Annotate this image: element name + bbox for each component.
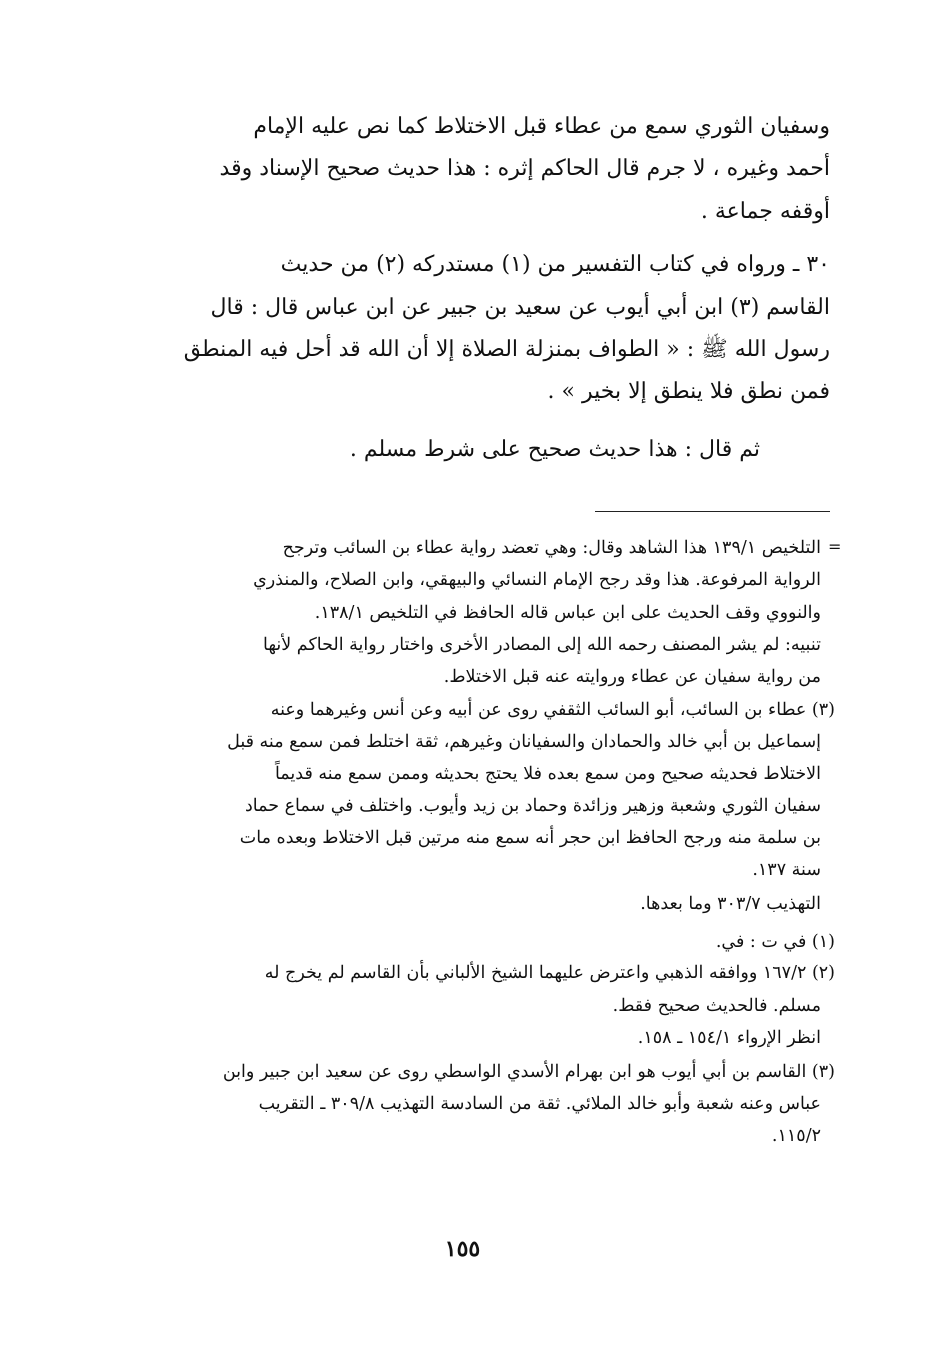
footnote-line: التلخيص ١٣٩/١ هذا الشاهد وقال: وهي تعضد رواية عطاء بن السائب وترجح: [282, 538, 821, 558]
footnote-line: ١١٥/٢.: [771, 1126, 821, 1146]
footnote-line: الاختلاط فحديثه صحيح ومن سمع بعده فلا يحتج بحديثه وممن سمع منه قديماً: [274, 764, 821, 784]
main-line: وسفيان الثوري سمع من عطاء قبل الاختلاط كما نص عليه الإمام: [253, 114, 830, 139]
main-line: فمن نطق فلا ينطق إلا بخير » .: [547, 379, 830, 404]
footnote-separator: [595, 511, 830, 512]
footnote-line: الرواية المرفوعة. هذا وقد رجح الإمام النسائي والبيهقي، وابن الصلاح، والمنذري: [253, 570, 821, 590]
continuation-mark: =: [828, 537, 842, 556]
footnote-line: عباس وعنه شعبة وأبو خالد الملائي. ثقة من السادسة التهذيب ٣٠٩/٨ ـ التقريب: [258, 1094, 821, 1114]
footnote-line: والنووي وقف الحديث على ابن عباس قاله الحافظ في التلخيص ١٣٨/١.: [314, 603, 821, 623]
footnote-line: إسماعيل بن أبي خالد والحمادان والسفيانان وغيرهم، ثقة اختلط فمن سمع منه قبل: [227, 732, 821, 752]
main-line: ٣٠ ـ ورواه في كتاب التفسير من (١) مستدركه (٢) من حديث: [280, 252, 830, 277]
main-line: القاسم (٣) ابن أبي أيوب عن سعيد بن جبير عن ابن عباس قال : قال: [210, 295, 830, 320]
main-line: أحمد وغيره ، لا جرم قال الحاكم إثره : هذا حديث صحيح الإسناد وقد: [219, 156, 830, 181]
footnote-line: مسلم. فالحديث صحيح فقط.: [612, 996, 821, 1016]
main-line: ثم قال : هذا حديث صحيح على شرط مسلم .: [349, 437, 760, 462]
footnote-line: (٣) عطاء بن السائب، أبو السائب الثقفي روى عن أبيه وعن أنس وغيرهما وعنه: [270, 700, 835, 720]
footnote-line: (١) في ت : في.: [715, 932, 835, 952]
main-line: رسول الله ﷺ : « الطواف بمنزلة الصلاة إلا أن الله قد أحل فيه المنطق: [183, 337, 830, 362]
footnote-line: سنة ١٣٧.: [752, 860, 821, 880]
footnote-line: (٢) ١٦٧/٢ ووافقه الذهبي واعترض عليهما الشيخ الألباني بأن القاسم لم يخرج له: [264, 963, 835, 983]
footnote-line: تنبيه: لم يشر المصنف رحمه الله إلى المصادر الأخرى واختار رواية الحاكم لأنها: [262, 635, 821, 655]
footnote-line: التهذيب ٣٠٣/٧ وما بعدها.: [640, 894, 821, 914]
footnote-line: (٣) القاسم بن أبي أيوب هو ابن بهرام الأسدي الواسطي روى عن سعيد ابن جبير وابن: [222, 1062, 835, 1082]
main-line: أوقفه جماعة .: [700, 199, 830, 224]
footnote-line: انظر الإرواء ١٥٤/١ ـ ١٥٨.: [637, 1028, 821, 1048]
page-number: ١٥٥: [444, 1236, 481, 1262]
footnote-line: بن سلمة منه ورجح الحافظ ابن حجر أنه سمع منه مرتين قبل الاختلاط وبعده مات: [239, 828, 821, 848]
footnote-line: سفيان الثوري وشعبة وزهير وزائدة وحماد بن زيد وأيوب. واختلف في سماع حماد: [244, 796, 821, 816]
footnote-line: من رواية سفيان عن عطاء وروايته عنه قبل الاختلاط.: [443, 667, 821, 687]
